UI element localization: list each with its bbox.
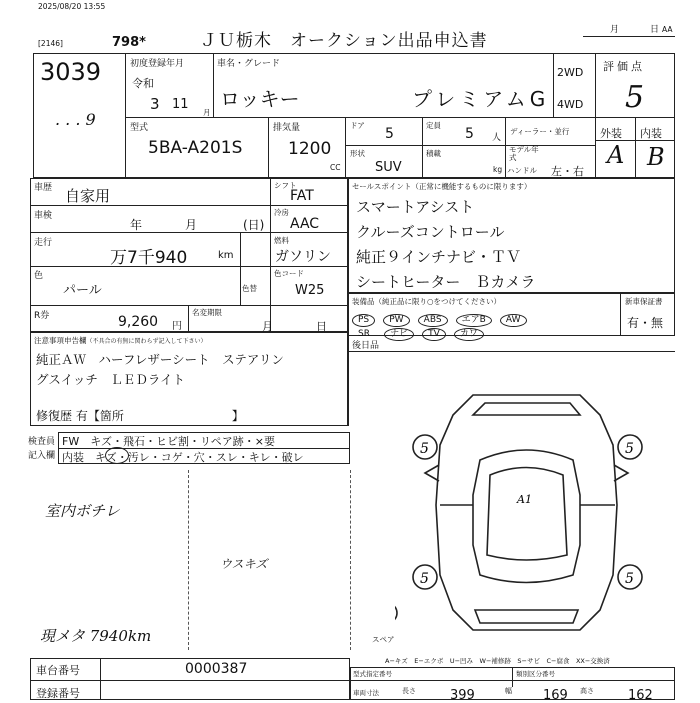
selling-point-3: 純正９インチナビ・ＴＶ [356, 248, 522, 266]
usage-value: 自家用 [65, 187, 111, 205]
dimensions-label: 車両寸法 [353, 689, 379, 697]
length-value: 399 [450, 688, 475, 703]
body-label: 形状 [350, 149, 365, 158]
fuel-value: ガソリン [275, 249, 331, 265]
chassis-number: 0000387 [185, 661, 248, 677]
circled-scratch-mark [105, 447, 129, 464]
recycle-unit: 円 [172, 321, 182, 332]
new-warranty-label: 新車保証書 [625, 297, 663, 306]
load-label: 積載 [426, 149, 441, 158]
inspector-label-1: 検査員 [28, 437, 56, 447]
doors-label: ドア [350, 121, 365, 130]
car-damage-diagram [395, 385, 660, 645]
fuel-label: 燃料 [274, 236, 289, 245]
exterior-grade: A [607, 141, 625, 169]
aircon-label: 冷房 [274, 208, 289, 217]
day-label: 日 [650, 25, 660, 35]
lot-handwritten: . . . 9 [55, 110, 96, 129]
notes-line-2: グスイッチ ＬＥＤライト [36, 372, 186, 387]
color-label: 色 [34, 271, 44, 281]
name-change-month: 月 [262, 320, 273, 333]
selling-point-1: スマートアシスト [356, 198, 475, 216]
registration-month: 11 [172, 97, 189, 112]
selling-point-4: シートヒーター Ｂカメラ [356, 273, 536, 291]
chassis-label: 車台番号 [36, 664, 80, 677]
inspector-row-2: 内装 キズ・汚レ・コゲ・穴・スレ・キレ・破レ [62, 451, 304, 464]
lot-number: 3039 [40, 58, 102, 86]
first-registration-label: 初度登録年月 [130, 59, 185, 69]
name-change-label: 名変期限 [192, 308, 222, 317]
height-label: 高さ [580, 687, 594, 695]
aa-label: AA [662, 25, 673, 34]
spare-label: スペア [372, 635, 395, 644]
equip-abs: ABS [418, 314, 448, 327]
wheel-mark-fr: 5 [625, 441, 634, 457]
inspector-row-1: FW キズ・飛石・ヒビ割・リペア跡・×要 [62, 435, 275, 448]
drive-2wd: 2WD [557, 66, 584, 79]
drive-4wd: 4WD [557, 98, 584, 111]
capacity-unit: 人 [492, 133, 502, 143]
exterior-label: 外装 [600, 127, 622, 140]
capacity-value: 5 [465, 126, 474, 142]
color-value: パール [63, 283, 102, 298]
shift-value: FAT [290, 188, 314, 204]
inspector-label-2: 記入欄 [28, 451, 56, 461]
handwritten-note-3: 現メタ 7940km [40, 627, 152, 645]
recycle-label: R券 [34, 311, 50, 321]
sheet-number: [2146] [38, 39, 63, 48]
load-unit: kg [493, 165, 503, 174]
displacement-unit: CC [330, 163, 341, 172]
interior-label: 内装 [640, 127, 662, 140]
doors-value: 5 [385, 126, 394, 142]
shift-label: シフト [274, 181, 297, 190]
model-designation-label: 型式指定番号 [353, 670, 392, 678]
selling-points-label: セールスポイント（正常に機能するものに限ります） [352, 182, 532, 191]
inspection-year-unit: 年 [130, 218, 143, 232]
displacement-label: 排気量 [273, 123, 301, 133]
model-label: 型式 [130, 123, 149, 133]
body-value: SUV [375, 160, 402, 175]
height-value: 162 [628, 688, 653, 703]
handle-value: 左・右 [551, 165, 584, 178]
new-warranty-value: 有・無 [627, 316, 664, 330]
registration-number-label: 登録番号 [36, 687, 80, 700]
inspection-label: 車検 [34, 211, 53, 221]
roof-mark: A1 [517, 493, 532, 506]
notes-title: 注意事項申告欄 [34, 336, 87, 345]
usage-label: 車歴 [34, 183, 53, 193]
displacement-value: 1200 [288, 139, 332, 159]
timestamp: 2025/08/20 13:55 [38, 2, 106, 11]
notes-line-1: 純正ＡＷ ハーフレザーシート ステアリン [36, 352, 284, 367]
equipment-label: 装備品（純正品に限り○をつけてください） [352, 297, 502, 306]
handwritten-note-2: ウスキズ [220, 557, 268, 571]
recycle-value: 9,260 [118, 314, 159, 330]
repair-history: 修復歴 有【箇所 】 [36, 409, 244, 423]
notes-sublabel: （不具合の有無に関わらず記入して下さい） [86, 338, 207, 345]
length-label: 長さ [402, 687, 416, 695]
equip-pw: PW [383, 314, 409, 327]
equip-sr: SR [358, 329, 370, 339]
equip-ps: PS [352, 314, 375, 327]
handwritten-note-1: 室内ボチレ [45, 502, 120, 520]
registration-year: 3 [150, 95, 160, 113]
mileage-value: 万7千940 [110, 248, 188, 268]
notes-label [34, 335, 207, 346]
color-code: W25 [295, 283, 325, 298]
car-name: ロッキー [220, 87, 300, 111]
sheet-code: 798* [112, 35, 146, 50]
handle-label: ハンドル [507, 166, 537, 175]
car-grade: プレミアムG [412, 87, 550, 111]
selling-point-2: クルーズコントロール [356, 223, 505, 241]
registration-month-unit: 月 [203, 108, 211, 117]
color-code-label: 色コード [274, 269, 304, 278]
width-label: 幅 [505, 687, 512, 695]
document-title: ＪＵ栃木 オークション出品申込書 [200, 31, 488, 51]
color-swap-label: 色替 [242, 284, 257, 293]
aircon-value: AAC [290, 216, 320, 232]
damage-legend: A−キズ E−エクボ U−凹み W−補修跡 S−サビ C−腐食 XX−交換済 [385, 657, 610, 665]
equip-leather: カワ [454, 328, 484, 341]
wheel-mark-rr: 5 [625, 571, 634, 587]
equip-airbag: エアB [456, 314, 492, 327]
equip-tv: TV [422, 328, 446, 341]
month-label: 月 [610, 25, 620, 35]
capacity-label: 定員 [426, 121, 441, 130]
dealer-label: ディーラー・並行 [510, 127, 570, 136]
name-change-day: 日 [316, 320, 327, 333]
inspection-month-unit: 月 [185, 218, 198, 232]
wheel-mark-rl: 5 [420, 571, 429, 587]
category-label: 類別区分番号 [516, 670, 555, 678]
model-year-label: モデル年式 [509, 145, 539, 162]
equip-aw: AW [500, 314, 527, 327]
inspection-day-unit: (日) [243, 218, 265, 232]
width-value: 169 [543, 688, 568, 703]
wheel-mark-fl: 5 [420, 441, 429, 457]
retrofit-label: 後日品 [352, 341, 380, 351]
interior-grade: B [647, 143, 665, 171]
mileage-unit: km [218, 250, 234, 261]
car-name-label: 車名・グレード [217, 59, 281, 69]
equip-navi: ナビ [384, 328, 414, 341]
mileage-label: 走行 [34, 238, 53, 248]
model-code: 5BA-A201S [148, 138, 243, 158]
rating-label: 評価点 [603, 60, 645, 73]
rating-score: 5 [625, 80, 645, 115]
era: 令和 [132, 77, 154, 90]
